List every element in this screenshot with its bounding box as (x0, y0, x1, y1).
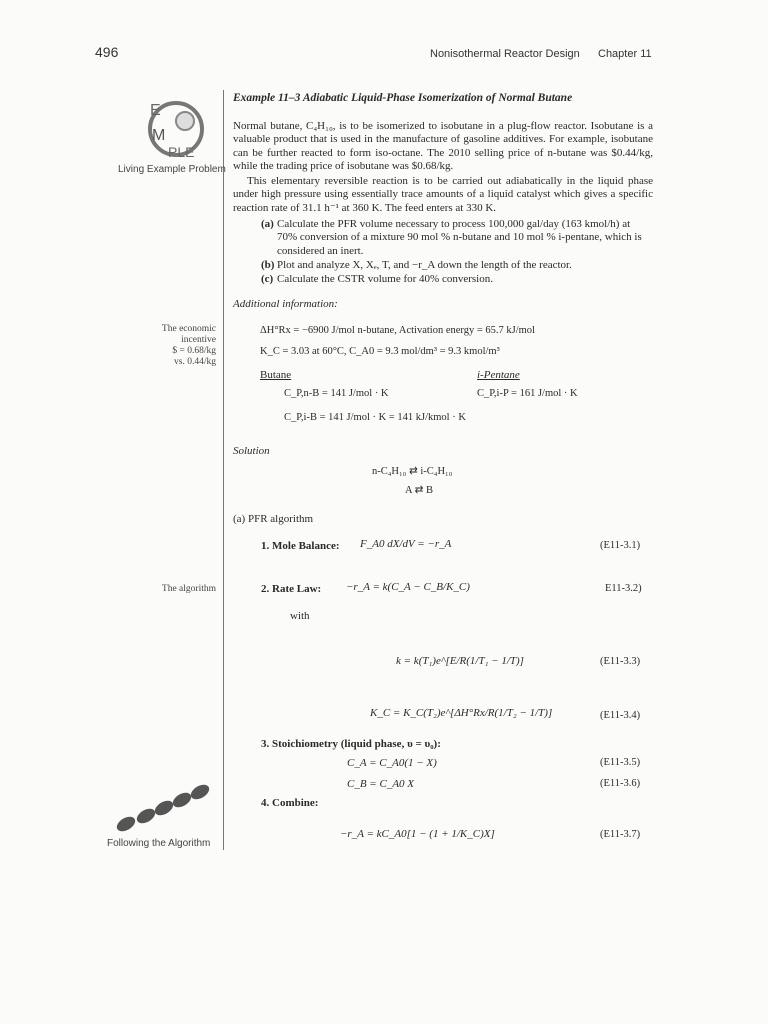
cp-butane: C_P,n-B = 141 J/mol · K (284, 388, 389, 399)
logo-caption: Living Example Problem (118, 164, 226, 175)
incentive-note: The economic incentive $ = 0.68/kg vs. 0.44/kg (161, 324, 216, 367)
item-c: (c) Calculate the CSTR volume for 40% conversion. (261, 273, 493, 285)
svg-text:M: M (152, 127, 166, 144)
reaction-1: n-C₄H₁₀ ⇄ i-C₄H₁₀ (372, 466, 453, 477)
eq-label-4: (E11-3.4) (600, 710, 641, 721)
eq-combine: −r_A = kC_A0[1 − (1 + 1/K_C)X] (340, 828, 495, 840)
example-title: Example 11–3 Adiabatic Liquid-Phase Isomerization of Normal Butane (233, 92, 573, 104)
chapter-label: Chapter 11 (598, 48, 652, 60)
margin-rule (223, 90, 224, 850)
additional-line1: ΔH°Rx = −6900 J/mol n-butane, Activation energy = 65.7 kJ/mol (260, 325, 535, 336)
eq-ca: C_A = C_A0(1 − X) (347, 757, 437, 769)
svg-text:PLE: PLE (168, 144, 195, 160)
step-mole-balance: 1. Mole Balance: (261, 540, 340, 552)
eq-label-7: (E11-3.7) (600, 829, 641, 840)
solution-heading: Solution (233, 445, 270, 457)
additional-heading: Additional information: (233, 298, 338, 310)
svg-text:E: E (150, 102, 161, 119)
eq-label-3: (E11-3.3) (600, 656, 641, 667)
eq-label-1: (E11-3.1) (600, 540, 641, 551)
example-para2: This elementary reversible reaction is to be carried out adiabatically in the liquid phase under high pressure using essentially trace amounts of a liquid catalyst which gives a specific reaction rate of 31.1 h⁻¹ at 360 K. The feed enters at 330 K. (233, 175, 653, 214)
eq-cb: C_B = C_A0 X (347, 778, 415, 790)
additional-line2: K_C = 3.03 at 60°C, C_A0 = 9.3 mol/dm³ = 9.3 kmol/m³ (260, 346, 500, 357)
pentane-label: i-Pentane (477, 369, 520, 381)
example-para1: Normal butane, C₄H₁₀, is to be isomerized to isobutane in a plug-flow reactor. Isobutane is a valuable product that is used in the manufacture of gasoline additives. For example, isobutane can be further reacted to form iso-octane. The 2010 selling price of n-butane was $0.44/kg, while the trading price of isobutane was $0.68/kg. (233, 120, 653, 173)
running-title: Nonisothermal Reactor Design (430, 48, 580, 60)
eq-vant-hoff: K_C = K_C(T₂)e^[ΔH°Rx/R(1/T₂ − 1/T)] (370, 707, 553, 719)
algorithm-note: The algorithm (161, 584, 216, 594)
step-combine: 4. Combine: (261, 797, 319, 809)
eq-rate-law: −r_A = k(C_A − C_B/K_C) (346, 581, 470, 593)
eq-arrhenius: k = k(T₁)e^[E/R(1/T₁ − 1/T)] (396, 655, 524, 667)
living-example-logo (140, 95, 216, 167)
eq-label-2: E11-3.2) (605, 583, 642, 594)
cp-isobutane: C_P,i-B = 141 J/mol · K = 141 kJ/kmol · K (284, 412, 466, 423)
following-caption: Following the Algorithm (107, 838, 211, 849)
part-a-heading: (a) PFR algorithm (233, 513, 314, 525)
eq-label-5: (E11-3.5) (600, 757, 641, 768)
item-a: (a) Calculate the PFR volume necessary to process 100,000 gal/day (163 kmol/h) at 70% conversion of a mixture 90 mol % n-butane and 10 mol % i-pentane, which is considered an inert. (261, 218, 642, 257)
eq-mole-balance: F_A0 dX/dV = −r_A (360, 538, 452, 550)
butane-label: Butane (260, 369, 292, 381)
eq-label-6: (E11-3.6) (600, 778, 641, 789)
with-text: with (290, 610, 310, 622)
page-number: 496 (95, 44, 119, 60)
reaction-2: A ⇄ B (405, 485, 434, 496)
step-rate-law: 2. Rate Law: (261, 583, 322, 595)
item-b: (b) Plot and analyze X, Xₑ, T, and −r_A down the length of the reactor. (261, 259, 572, 271)
cp-pentane: C_P,i-P = 161 J/mol · K (477, 388, 578, 399)
step-stoich: 3. Stoichiometry (liquid phase, υ = υ₀): (261, 738, 441, 750)
footprints-icon (112, 782, 212, 834)
